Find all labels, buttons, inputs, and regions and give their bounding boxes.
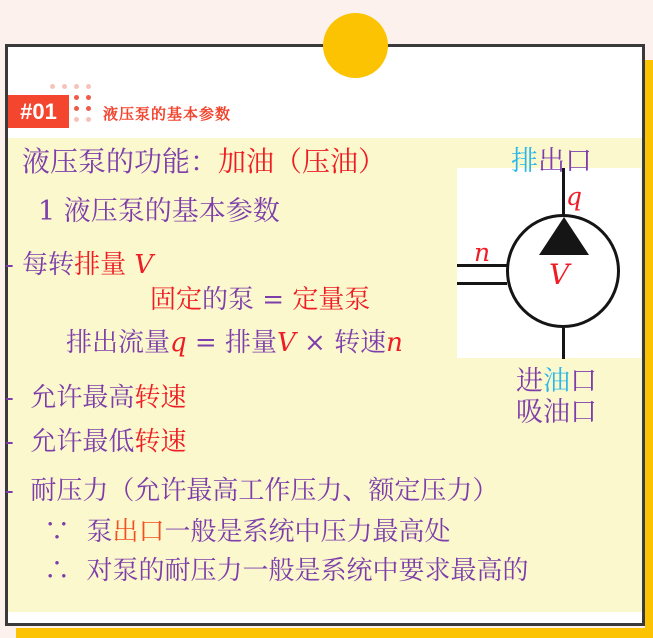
line-fixed-pump xyxy=(150,286,370,316)
decorative-dot xyxy=(86,95,91,100)
pump-inlet-line xyxy=(562,328,565,359)
text-segment: - 允许最高 xyxy=(5,383,135,413)
outlet-port-label xyxy=(511,139,592,178)
line-therefore xyxy=(44,557,529,587)
text-segment: V xyxy=(277,328,296,358)
decorative-dot xyxy=(86,117,91,122)
text-segment: 排出流量 xyxy=(66,328,171,358)
text-segment: 转速 xyxy=(134,427,187,457)
gold-accent-bar-right xyxy=(645,60,653,638)
decorative-dot xyxy=(74,106,79,111)
decorative-dot xyxy=(86,84,91,89)
text-segment: 排量 xyxy=(74,250,127,280)
gold-circle-decoration xyxy=(323,13,388,78)
text-segment: 定量泵 xyxy=(292,285,371,315)
text-segment: n xyxy=(386,328,403,358)
line-flow-formula xyxy=(66,329,403,359)
text-segment: × 转速 xyxy=(295,328,387,358)
speed-n-label: n xyxy=(474,238,491,267)
text-segment: 出口 xyxy=(112,517,165,547)
decorative-dot xyxy=(86,106,91,111)
text-segment: 的泵 = xyxy=(202,285,293,315)
text-segment: - 允许最低 xyxy=(5,427,135,457)
decorative-dot xyxy=(74,117,79,122)
displacement-v-label: V xyxy=(549,258,570,291)
decorative-dot xyxy=(50,84,55,89)
text-segment: 出口 xyxy=(538,146,592,177)
decorative-dot xyxy=(62,84,67,89)
text-segment: V xyxy=(126,250,154,280)
header-title: 液压泵的基本参数 xyxy=(103,106,232,123)
suction-port-label xyxy=(516,390,597,429)
text-segment: 转速 xyxy=(134,383,187,413)
pump-shaft-line-lower xyxy=(457,282,507,285)
text-segment: 加油（压油） xyxy=(218,145,387,178)
text-segment: - 每转 xyxy=(5,250,75,280)
gold-accent-bar-bottom xyxy=(16,628,653,638)
line-because-outlet xyxy=(44,518,451,548)
line-pump-function xyxy=(22,146,386,178)
text-segment: 进 xyxy=(516,366,543,397)
line-min-speed xyxy=(5,428,186,458)
text-segment: - 耐压力（允许最高工作压力、额定压力） xyxy=(5,476,499,506)
text-segment: 吸油口 xyxy=(516,397,597,428)
line-pressure-rating xyxy=(5,477,498,507)
text-segment: = 排量 xyxy=(186,328,277,358)
line-max-speed xyxy=(5,384,186,414)
pump-triangle-symbol xyxy=(539,217,589,255)
decorative-dot xyxy=(74,95,79,100)
text-segment: ∵ 泵 xyxy=(44,517,113,547)
text-segment: q xyxy=(170,328,187,358)
text-segment: 一般是系统中压力最高处 xyxy=(164,517,451,547)
decorative-dot xyxy=(74,84,79,89)
text-segment: 固定 xyxy=(150,285,203,315)
slide-number-badge: #01 xyxy=(8,95,69,128)
text-segment: 口 xyxy=(570,366,597,397)
text-segment: ∴ 对泵的耐压力一般是系统中要求最高的 xyxy=(44,556,529,586)
flow-q-label: q xyxy=(566,182,583,211)
text-segment: 油 xyxy=(543,366,570,397)
text-segment: 液压泵的功能： xyxy=(22,145,219,178)
text-segment: 1 液压泵的基本参数 xyxy=(38,196,280,227)
line-displacement xyxy=(5,251,153,281)
text-segment: 排 xyxy=(511,146,538,177)
line-section-heading xyxy=(38,196,280,227)
